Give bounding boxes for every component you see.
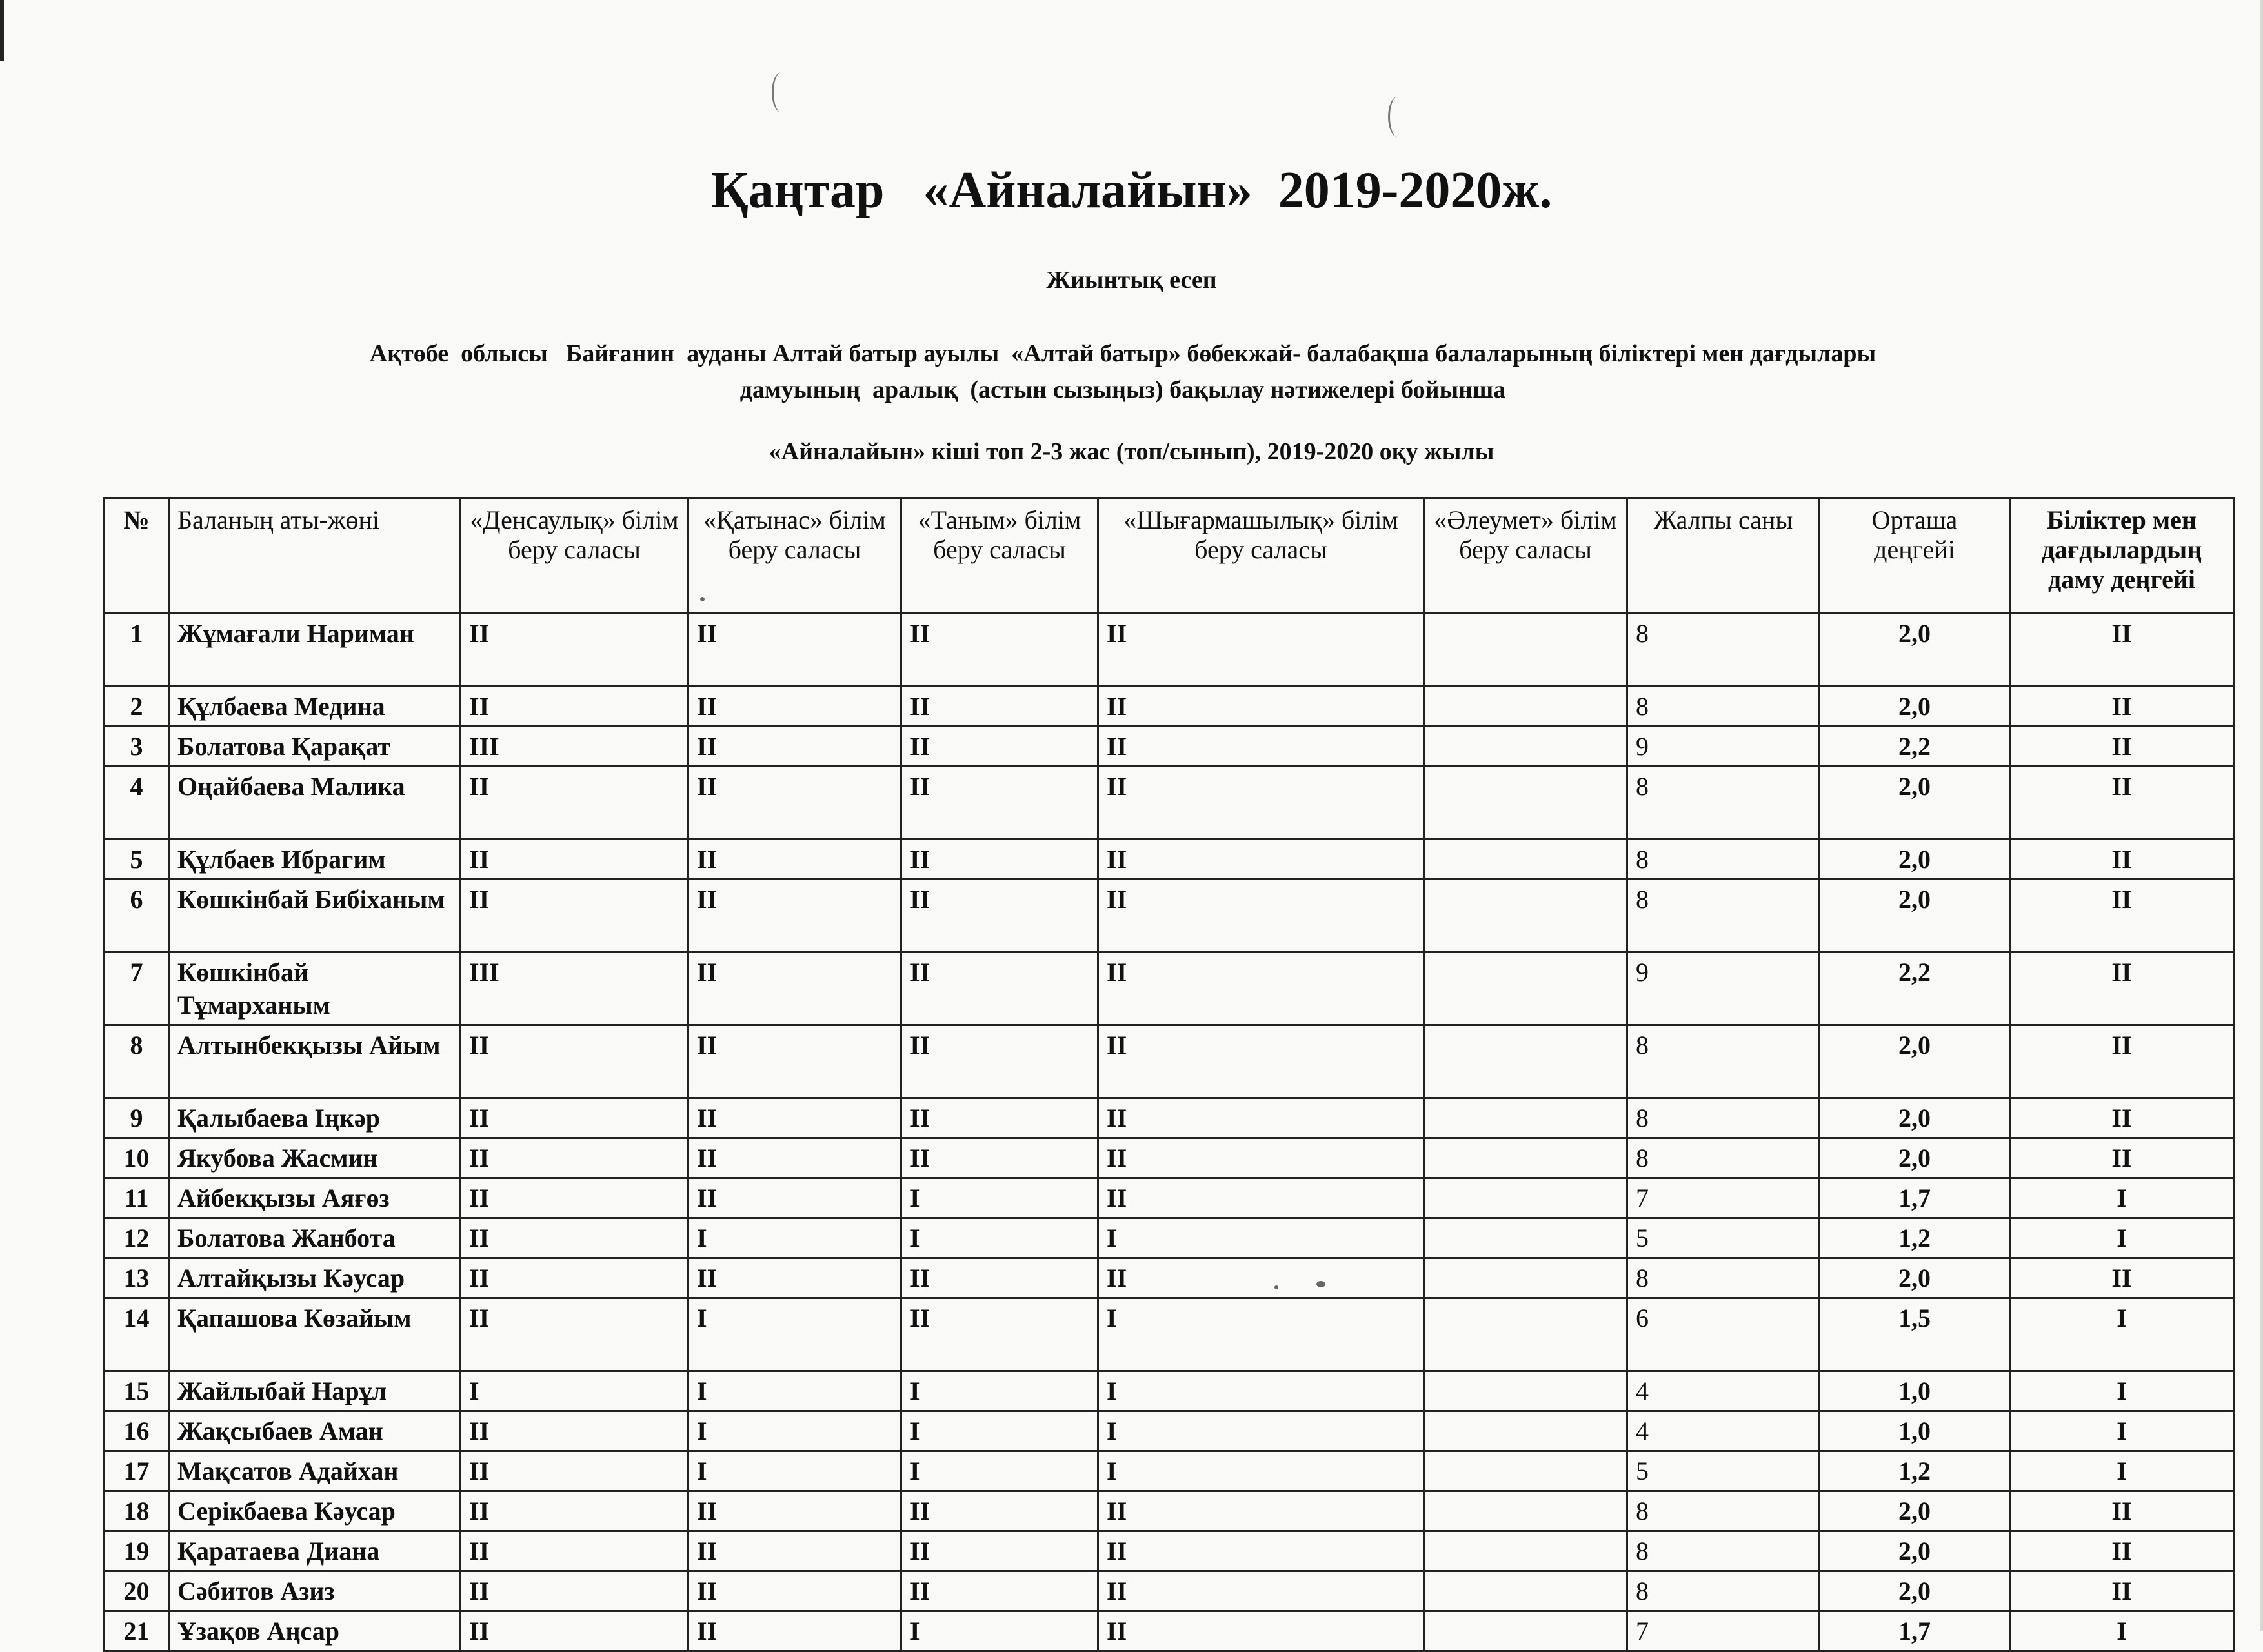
child-name: Қапашова Көзайым	[169, 1298, 461, 1371]
shygarmashylyk-level: II	[1098, 952, 1424, 1025]
row-number: 7	[105, 952, 169, 1025]
katynas-level: II	[689, 1611, 901, 1651]
development-level: I	[2010, 1178, 2234, 1218]
shygarmashylyk-level: II	[1098, 1531, 1424, 1571]
shygarmashylyk-level: II	[1098, 1025, 1424, 1098]
tanym-level: II	[901, 840, 1098, 880]
katynas-level: II	[689, 1258, 901, 1298]
development-level: II	[2010, 1531, 2234, 1571]
shygarmashylyk-level: II	[1098, 840, 1424, 880]
katynas-level: II	[689, 1098, 901, 1138]
katynas-level: II	[689, 1178, 901, 1218]
aleumet-level	[1424, 1025, 1627, 1098]
table-row	[105, 1371, 2234, 1411]
shygarmashylyk-level: II	[1098, 1491, 1424, 1531]
scan-mark	[1388, 97, 1407, 137]
shygarmashylyk-level: II	[1098, 1178, 1424, 1218]
aleumet-level	[1424, 880, 1627, 952]
row-number: 13	[105, 1258, 169, 1298]
child-name: Алтынбекқызы Айым	[169, 1025, 461, 1098]
row-number: 3	[105, 727, 169, 767]
aleumet-level	[1424, 1411, 1627, 1451]
densaulyk-level: III	[461, 952, 689, 1025]
development-level: II	[2010, 727, 2234, 767]
total-count: 7	[1627, 1178, 1820, 1218]
densaulyk-level: II	[461, 687, 689, 727]
total-count: 8	[1627, 687, 1820, 727]
total-count: 8	[1627, 880, 1820, 952]
shygarmashylyk-level: II	[1098, 1098, 1424, 1138]
row-number: 10	[105, 1138, 169, 1178]
development-level: I	[2010, 1218, 2234, 1258]
katynas-level: II	[689, 727, 901, 767]
tanym-level: II	[901, 767, 1098, 840]
average-level: 1,7	[1820, 1611, 2010, 1651]
shygarmashylyk-level: I	[1098, 1451, 1424, 1491]
tanym-level: II	[901, 1298, 1098, 1371]
katynas-level: II	[689, 1025, 901, 1098]
densaulyk-level: II	[461, 1178, 689, 1218]
development-level: II	[2010, 687, 2234, 727]
tanym-level: II	[901, 1571, 1098, 1611]
total-count: 4	[1627, 1371, 1820, 1411]
katynas-level: II	[689, 767, 901, 840]
total-count: 8	[1627, 1531, 1820, 1571]
development-level: II	[2010, 840, 2234, 880]
child-name: Құлбаев Ибрагим	[169, 840, 461, 880]
average-level: 2,0	[1820, 1025, 2010, 1098]
katynas-level: I	[689, 1218, 901, 1258]
results-table	[103, 497, 2235, 1652]
total-count: 8	[1627, 1258, 1820, 1298]
total-count: 8	[1627, 1138, 1820, 1178]
shygarmashylyk-level: II	[1098, 727, 1424, 767]
tanym-level: II	[901, 1138, 1098, 1178]
row-number: 19	[105, 1531, 169, 1571]
row-number: 20	[105, 1571, 169, 1611]
shygarmashylyk-level: II	[1098, 687, 1424, 727]
total-count: 4	[1627, 1411, 1820, 1451]
average-level: 2,0	[1820, 1098, 2010, 1138]
densaulyk-level: II	[461, 840, 689, 880]
average-level: 2,2	[1820, 952, 2010, 1025]
document-description	[142, 336, 2104, 408]
aleumet-level	[1424, 1531, 1627, 1571]
table-row	[105, 1178, 2234, 1218]
development-level: II	[2010, 1571, 2234, 1611]
katynas-level: II	[689, 614, 901, 687]
katynas-level: II	[689, 687, 901, 727]
aleumet-level	[1424, 1491, 1627, 1531]
tanym-level: I	[901, 1371, 1098, 1411]
child-name: Болатова Қарақат	[169, 727, 461, 767]
densaulyk-level: I	[461, 1371, 689, 1411]
child-name: Сәбитов Азиз	[169, 1571, 461, 1611]
shygarmashylyk-level: II	[1098, 1571, 1424, 1611]
shygarmashylyk-level: II	[1098, 1138, 1424, 1178]
shygarmashylyk-level: I	[1098, 1218, 1424, 1258]
densaulyk-level: II	[461, 1098, 689, 1138]
development-level: I	[2010, 1371, 2234, 1411]
table-row	[105, 1025, 2234, 1098]
average-level: 2,0	[1820, 1138, 2010, 1178]
tanym-level: II	[901, 1098, 1098, 1138]
shygarmashylyk-level: II	[1098, 767, 1424, 840]
aleumet-level	[1424, 1218, 1627, 1258]
column-header-aleumet: «Әлеумет» білім беру саласы	[1424, 498, 1627, 614]
katynas-level: I	[689, 1411, 901, 1451]
aleumet-level	[1424, 1258, 1627, 1298]
column-header-shygarmashylyk: «Шығармашылық» білім беру саласы	[1098, 498, 1424, 614]
tanym-level: II	[901, 880, 1098, 952]
densaulyk-level: II	[461, 767, 689, 840]
row-number: 4	[105, 767, 169, 840]
aleumet-level	[1424, 1451, 1627, 1491]
densaulyk-level: III	[461, 727, 689, 767]
katynas-level: II	[689, 1571, 901, 1611]
table-row	[105, 1098, 2234, 1138]
average-level: 2,0	[1820, 1531, 2010, 1571]
row-number: 17	[105, 1451, 169, 1491]
description-line-1: Ақтөбе облысы Байғанин ауданы Алтай батыр ауылы «Алтай батыр» бөбекжай- балабақша балаларының біліктері мен дағдылары	[369, 340, 1876, 367]
average-level: 1,5	[1820, 1298, 2010, 1371]
densaulyk-level: II	[461, 880, 689, 952]
tanym-level: II	[901, 952, 1098, 1025]
katynas-level: I	[689, 1371, 901, 1411]
child-name: Оңайбаева Малика	[169, 767, 461, 840]
row-number: 6	[105, 880, 169, 952]
child-name: Көшкінбай Тұмарханым	[169, 952, 461, 1025]
tanym-level: II	[901, 1531, 1098, 1571]
average-level: 2,0	[1820, 1491, 2010, 1531]
average-level: 1,2	[1820, 1218, 2010, 1258]
aleumet-level	[1424, 767, 1627, 840]
child-name: Жақсыбаев Аман	[169, 1411, 461, 1451]
densaulyk-level: II	[461, 1611, 689, 1651]
column-header-katynas: «Қатынас» білім беру саласы	[689, 498, 901, 614]
table-row	[105, 1218, 2234, 1258]
densaulyk-level: II	[461, 1491, 689, 1531]
child-name: Ұзақов Аңсар	[169, 1611, 461, 1651]
column-header-level: Біліктер мен дағдылардың даму деңгейі	[2010, 498, 2234, 614]
aleumet-level	[1424, 952, 1627, 1025]
column-header-name: Баланың аты-жөні	[169, 498, 461, 614]
densaulyk-level: II	[461, 1451, 689, 1491]
child-name: Мақсатов Адайхан	[169, 1451, 461, 1491]
tanym-level: II	[901, 614, 1098, 687]
average-level: 2,0	[1820, 1258, 2010, 1298]
tanym-level: I	[901, 1218, 1098, 1258]
table-row	[105, 1138, 2234, 1178]
densaulyk-level: II	[461, 1411, 689, 1451]
child-name: Қаратаева Диана	[169, 1531, 461, 1571]
table-row	[105, 687, 2234, 727]
row-number: 9	[105, 1098, 169, 1138]
katynas-level: II	[689, 880, 901, 952]
tanym-level: I	[901, 1611, 1098, 1651]
row-number: 15	[105, 1371, 169, 1411]
document-subtitle: Жиынтық есеп	[1046, 267, 1217, 294]
total-count: 5	[1627, 1218, 1820, 1258]
shygarmashylyk-level: I	[1098, 1371, 1424, 1411]
total-count: 8	[1627, 767, 1820, 840]
aleumet-level	[1424, 727, 1627, 767]
table-row	[105, 767, 2234, 840]
column-header-average: Орташа деңгейі	[1820, 498, 2010, 614]
katynas-level: II	[689, 952, 901, 1025]
average-level: 2,0	[1820, 1571, 2010, 1611]
row-number: 14	[105, 1298, 169, 1371]
document-title: Қаңтар «Айналайын» 2019-2020ж.	[710, 162, 1553, 219]
description-line-2: дамуының аралық (астын сызыңыз) бақылау нәтижелері бойынша	[739, 376, 1506, 403]
densaulyk-level: II	[461, 1025, 689, 1098]
development-level: II	[2010, 767, 2234, 840]
row-number: 2	[105, 687, 169, 727]
table-row	[105, 1491, 2234, 1531]
column-header-number: №	[105, 498, 169, 614]
shygarmashylyk-level: II	[1098, 1611, 1424, 1651]
densaulyk-level: II	[461, 614, 689, 687]
child-name: Жайлыбай Нарұл	[169, 1371, 461, 1411]
column-header-densaulyk: «Денсаулық» білім беру саласы	[461, 498, 689, 614]
row-number: 5	[105, 840, 169, 880]
average-level: 2,0	[1820, 687, 2010, 727]
scan-mark	[772, 72, 790, 112]
table-row	[105, 1298, 2234, 1371]
table-row	[105, 614, 2234, 687]
child-name: Серікбаева Кәусар	[169, 1491, 461, 1531]
total-count: 7	[1627, 1611, 1820, 1651]
katynas-level: I	[689, 1298, 901, 1371]
table-row	[105, 1451, 2234, 1491]
development-level: II	[2010, 1025, 2234, 1098]
table-row	[105, 1531, 2234, 1571]
table-row	[105, 840, 2234, 880]
shygarmashylyk-level: II	[1098, 1258, 1424, 1298]
densaulyk-level: II	[461, 1258, 689, 1298]
development-level: I	[2010, 1451, 2234, 1491]
child-name: Алтайқызы Кәусар	[169, 1258, 461, 1298]
row-number: 8	[105, 1025, 169, 1098]
aleumet-level	[1424, 1098, 1627, 1138]
scan-edge-right	[2260, 0, 2263, 1631]
tanym-level: I	[901, 1178, 1098, 1218]
total-count: 8	[1627, 840, 1820, 880]
development-level: I	[2010, 1298, 2234, 1371]
shygarmashylyk-level: I	[1098, 1411, 1424, 1451]
scan-edge-mark	[0, 0, 4, 61]
densaulyk-level: II	[461, 1298, 689, 1371]
row-number: 18	[105, 1491, 169, 1531]
shygarmashylyk-level: II	[1098, 614, 1424, 687]
densaulyk-level: II	[461, 1138, 689, 1178]
development-level: II	[2010, 1491, 2234, 1531]
average-level: 1,0	[1820, 1371, 2010, 1411]
average-level: 1,2	[1820, 1451, 2010, 1491]
aleumet-level	[1424, 840, 1627, 880]
row-number: 1	[105, 614, 169, 687]
katynas-level: II	[689, 1491, 901, 1531]
average-level: 2,0	[1820, 767, 2010, 840]
development-level: I	[2010, 1611, 2234, 1651]
aleumet-level	[1424, 687, 1627, 727]
aleumet-level	[1424, 1571, 1627, 1611]
row-number: 21	[105, 1611, 169, 1651]
table-row	[105, 1571, 2234, 1611]
densaulyk-level: II	[461, 1531, 689, 1571]
group-info: «Айналайын» кіші топ 2-3 жас (топ/сынып), 2019-2020 оқу жылы	[769, 438, 1494, 465]
total-count: 8	[1627, 614, 1820, 687]
development-level: II	[2010, 614, 2234, 687]
child-name: Құлбаева Медина	[169, 687, 461, 727]
development-level: II	[2010, 1098, 2234, 1138]
densaulyk-level: II	[461, 1218, 689, 1258]
katynas-level: II	[689, 840, 901, 880]
total-count: 6	[1627, 1298, 1820, 1371]
shygarmashylyk-level: I	[1098, 1298, 1424, 1371]
tanym-level: II	[901, 1491, 1098, 1531]
table-row	[105, 1411, 2234, 1451]
average-level: 2,0	[1820, 614, 2010, 687]
tanym-level: I	[901, 1451, 1098, 1491]
katynas-level: II	[689, 1531, 901, 1571]
katynas-level: II	[689, 1138, 901, 1178]
total-count: 5	[1627, 1451, 1820, 1491]
row-number: 12	[105, 1218, 169, 1258]
aleumet-level	[1424, 614, 1627, 687]
column-header-total: Жалпы саны	[1627, 498, 1820, 614]
child-name: Айбекқызы Аяғөз	[169, 1178, 461, 1218]
shygarmashylyk-level: II	[1098, 880, 1424, 952]
average-level: 1,0	[1820, 1411, 2010, 1451]
development-level: II	[2010, 1138, 2234, 1178]
average-level: 2,0	[1820, 840, 2010, 880]
development-level: I	[2010, 1411, 2234, 1451]
total-count: 8	[1627, 1571, 1820, 1611]
total-count: 9	[1627, 952, 1820, 1025]
total-count: 8	[1627, 1098, 1820, 1138]
aleumet-level	[1424, 1178, 1627, 1218]
table-row	[105, 727, 2234, 767]
average-level: 2,0	[1820, 880, 2010, 952]
densaulyk-level: II	[461, 1571, 689, 1611]
aleumet-level	[1424, 1138, 1627, 1178]
total-count: 8	[1627, 1025, 1820, 1098]
aleumet-level	[1424, 1298, 1627, 1371]
total-count: 9	[1627, 727, 1820, 767]
development-level: II	[2010, 880, 2234, 952]
average-level: 1,7	[1820, 1178, 2010, 1218]
table-row	[105, 1258, 2234, 1298]
average-level: 2,2	[1820, 727, 2010, 767]
child-name: Қалыбаева Іңкәр	[169, 1098, 461, 1138]
total-count: 8	[1627, 1491, 1820, 1531]
tanym-level: II	[901, 1258, 1098, 1298]
row-number: 16	[105, 1411, 169, 1451]
development-level: II	[2010, 1258, 2234, 1298]
child-name: Көшкінбай Бибіханым	[169, 880, 461, 952]
table-row	[105, 952, 2234, 1025]
row-number: 11	[105, 1178, 169, 1218]
column-header-tanym: «Таным» білім беру саласы	[901, 498, 1098, 614]
child-name: Жұмағали Нариман	[169, 614, 461, 687]
child-name: Болатова Жанбота	[169, 1218, 461, 1258]
katynas-level: I	[689, 1451, 901, 1491]
tanym-level: II	[901, 1025, 1098, 1098]
development-level: II	[2010, 952, 2234, 1025]
table-row	[105, 880, 2234, 952]
aleumet-level	[1424, 1371, 1627, 1411]
tanym-level: II	[901, 727, 1098, 767]
tanym-level: I	[901, 1411, 1098, 1451]
table-header-row	[105, 498, 2234, 614]
tanym-level: II	[901, 687, 1098, 727]
child-name: Якубова Жасмин	[169, 1138, 461, 1178]
